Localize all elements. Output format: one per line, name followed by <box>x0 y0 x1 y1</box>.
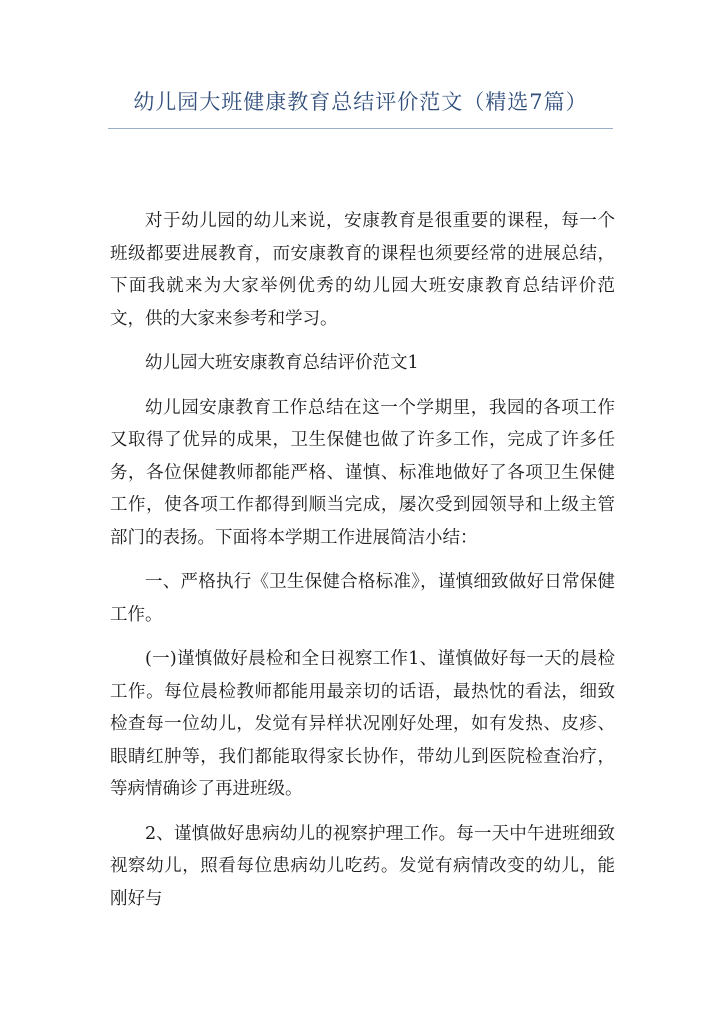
section-heading: 幼儿园大班安康教育总结评价范文1 <box>145 353 419 373</box>
document-body <box>110 205 615 927</box>
intro-paragraph: 对于幼儿园的幼儿来说，安康教育是很重要的课程，每一个班级都要进展教育，而安康教育的课程也须要经常的进展总结，下面我就来为大家举例优秀的幼儿园大班安康教育总结评价范文，供的大家来参考和学习。 <box>110 211 615 329</box>
subsection-heading: 一、严格执行《卫生保健合格标准》，谨慎细致做好日常保健工作。 <box>110 572 615 625</box>
title-divider <box>108 128 613 129</box>
document-title: 幼儿园大班健康教育总结评价范文（精选7篇） <box>133 90 588 114</box>
body-paragraph: (一)谨慎做好晨检和全日视察工作1、谨慎做好每一天的晨检工作。每位晨检教师都能用最亲切的话语，最热忱的看法，细致检查每一位幼儿，发觉有异样状况刚好处理，如有发热、皮疹、眼睛红肿等，我们都能取得家长协作，带幼儿到医院检查治疗，等病情确诊了再进班级。 <box>110 649 615 799</box>
body-paragraph: 2、谨慎做好患病幼儿的视察护理工作。每一天中午进班细致视察幼儿，照看每位患病幼儿吃药。发觉有病情改变的幼儿，能刚好与 <box>110 823 615 909</box>
body-paragraph: 幼儿园安康教育工作总结在这一个学期里，我园的各项工作又取得了优异的成果，卫生保健也做了许多工作，完成了许多任务，各位保健教师都能严格、谨慎、标准地做好了各项卫生保健工作，使各项工作都得到顺当完成，屡次受到园领导和上级主管部门的表扬。下面将本学期工作进展简洁小结： <box>110 397 615 548</box>
